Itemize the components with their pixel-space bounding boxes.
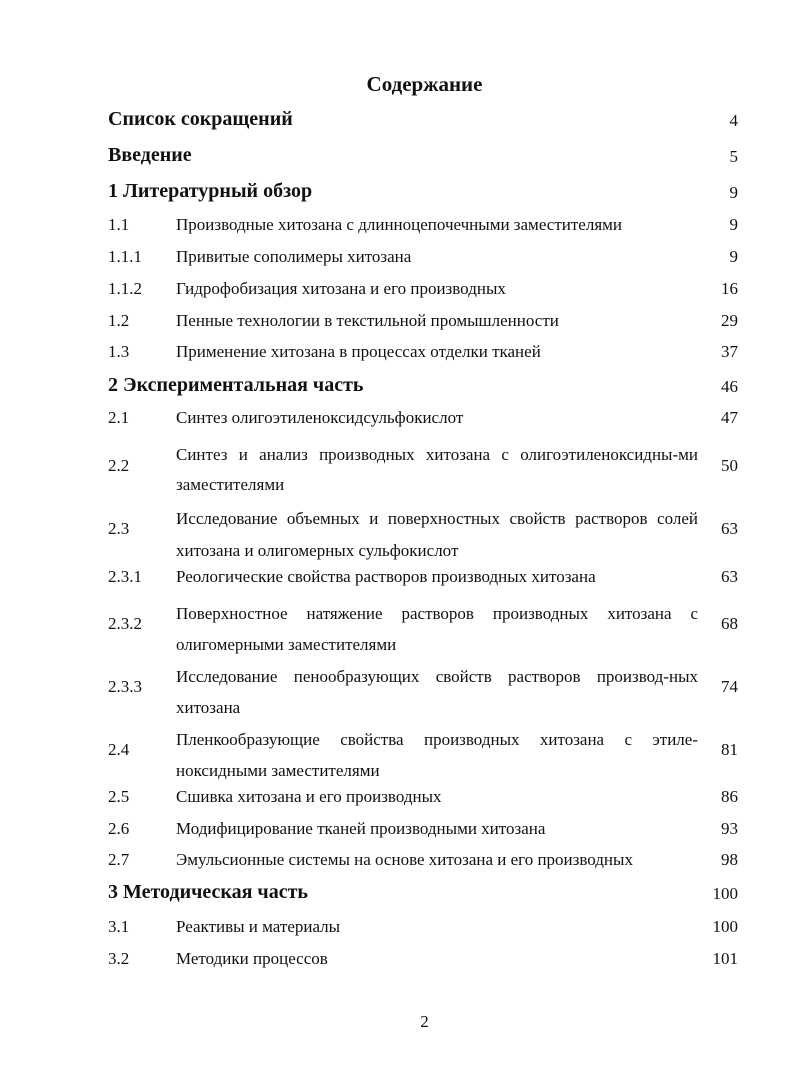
toc-entry-title: Исследование объемных и поверхностных свойств растворов солей хитозана и олигомерных сульфокислот	[176, 509, 698, 560]
toc-entry-title: Сшивка хитозана и его производных	[176, 787, 442, 806]
toc-entry-number: 3.1	[108, 917, 130, 936]
toc-entry-title: Пенные технологии в текстильной промышленности	[176, 311, 559, 330]
toc-entry-page: 86	[721, 787, 738, 806]
toc-entry-page: 9	[729, 215, 738, 234]
toc-entry-number: 1.1.1	[108, 247, 142, 266]
toc-entry-page: 74	[721, 677, 738, 696]
toc-entry-page: 9	[729, 183, 738, 202]
toc-entry-page: 98	[721, 850, 738, 869]
toc-entry-page: 68	[721, 614, 738, 633]
toc-entry-number: 2.6	[108, 819, 130, 838]
toc-entry-number: 2.3.3	[108, 677, 142, 696]
toc-entry-title: Список сокращений	[108, 108, 293, 130]
toc-entry-page: 46	[721, 377, 738, 396]
toc-entry-title: Синтез олигоэтиленоксидсульфокислот	[176, 408, 464, 427]
toc-entry-page: 47	[721, 408, 738, 427]
page-number: 2	[420, 1012, 429, 1031]
toc-entry-title: Методики процессов	[176, 949, 328, 968]
toc-entry-page: 29	[721, 311, 738, 330]
toc-entry-number: 2.5	[108, 787, 130, 806]
toc-entry-page: 100	[712, 884, 738, 903]
toc-entry-title: Гидрофобизация хитозана и его производных	[176, 279, 506, 298]
toc-entry-title: Синтез и анализ производных хитозана с олигоэтиленоксидны-ми заместителями	[176, 445, 698, 494]
toc-entry-page: 37	[721, 342, 738, 361]
toc-entry-page: 63	[721, 567, 738, 586]
toc-entry-title: 1 Литературный обзор	[108, 180, 313, 202]
toc-entry-title: Исследование пенообразующих свойств растворов производ-ных хитозана	[176, 667, 698, 717]
toc-entry-title: Привитые сополимеры хитозана	[176, 247, 412, 266]
toc-entry-page: 4	[729, 111, 738, 130]
toc-entry-number: 2.4	[108, 740, 130, 759]
toc-entry-title: Производные хитозана с длинноцепочечными заместителями	[176, 215, 622, 234]
toc-entry-page: 93	[721, 819, 738, 838]
toc-entry-title: Реологические свойства растворов производных хитозана	[176, 567, 596, 586]
toc-entry-page: 100	[712, 917, 738, 936]
toc-entry-number: 1.1.2	[108, 279, 142, 298]
toc-entry-number: 2.3.1	[108, 567, 142, 586]
toc-entry-title: Введение	[108, 144, 192, 166]
toc-entry-number: 2.7	[108, 850, 130, 869]
toc-entry-page: 81	[721, 740, 738, 759]
toc-entry-number: 2.3.2	[108, 614, 142, 633]
toc-entry-number: 1.2	[108, 311, 130, 330]
toc-entry-page: 101	[712, 949, 738, 968]
toc-entry-page: 50	[721, 456, 738, 475]
toc-entry-number: 2.1	[108, 408, 130, 427]
toc-entry-page: 16	[721, 279, 738, 298]
toc-entry-title: Поверхностное натяжение растворов производных хитозана с олигомерными заместителями	[176, 604, 698, 654]
page-title: Содержание	[366, 72, 483, 96]
toc-entry-title: Применение хитозана в процессах отделки тканей	[176, 342, 541, 361]
toc-entry-title: Эмульсионные системы на основе хитозана и его производных	[176, 850, 633, 869]
toc-entry-title: 2 Экспериментальная часть	[108, 374, 364, 396]
toc-entry-page: 5	[729, 147, 738, 166]
toc-entry-number: 3.2	[108, 949, 130, 968]
toc-entry-page: 9	[729, 247, 738, 266]
toc-entry-page: 63	[721, 519, 738, 538]
toc-entry-number: 2.3	[108, 519, 130, 538]
toc-entry-number: 2.2	[108, 456, 130, 475]
toc-entry-title: Модифицирование тканей производными хитозана	[176, 819, 546, 838]
toc-entry-number: 1.3	[108, 342, 130, 361]
toc-entry-title: Реактивы и материалы	[176, 917, 341, 936]
toc-entry-number: 1.1	[108, 215, 130, 234]
toc-entry-title: 3 Методическая часть	[108, 881, 308, 903]
toc-entry-title: Пленкообразующие свойства производных хитозана с этиле-ноксидными заместителями	[176, 730, 698, 780]
